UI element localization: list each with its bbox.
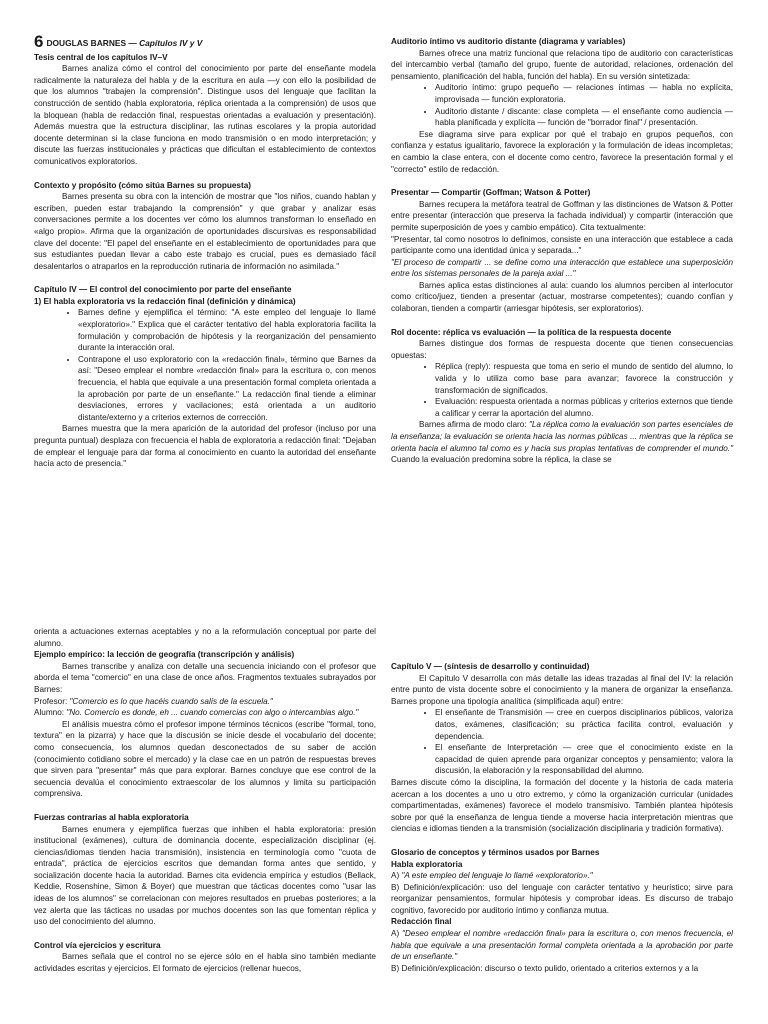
section-title-cap5: Capítulo V — (síntesis de desarrollo y continuidad) [391,662,590,671]
section-title-ejemplo: Ejemplo empírico: la lección de geografía (transcripción y análisis) [34,650,295,660]
paragraph-ejemplo-close: El análisis muestra cómo el profesor impone términos técnicos (escribe "formal, tono, textura" en la pizarra) y hace que la discusión se inicie desde el vocabulario del docente; como consecuencia, los alumnos quedan desconectados de su saber de acción (conocimiento cotidiano sobre el mercado) y la clase cae en un patrón de respuestas breves que sirven para "presentar" más que para explorar. Barnes concluye que ese control de la secuencia devalúa el conocimiento extraescolar de los alumnos y limita su participación comprensiva. [34,719,376,799]
column-left-bottom [34,626,376,975]
page-number: 6 [34,32,44,51]
header-author: DOUGLAS BARNES — [46,38,140,48]
glossary-quote: "A este empleo del lenguaje lo llamé «exploratorio»." [401,871,593,881]
section-title-tesis: Tesis central de los capítulos IV–V [34,52,168,62]
section-title-contexto: Contexto y propósito (cómo sitúa Barnes su propuesta) [34,180,251,190]
list-item: • Contrapone el uso exploratorio con la «redacción final», término que Barnes da así: "Deseo emplear el nombre «redacción final» para la escritura o, con menos frecuencia, el habla que equivale a una presentación formal completa orientada a la aprobación por parte de un enseñante." La redacción final tiende a eliminar desviaciones, errores y vacilaciones; está orientada a un auditorio distante/externo y a criterios externos de corrección. [78,354,376,424]
glossary-label: A) [391,929,402,939]
list-item: • Auditorio distante / discante: clase completa — el enseñante como audiencia — habla planificada y explícita — función de "borrador final" / presentación. [435,106,733,129]
paragraph-auditorio-close: Ese diagrama sirve para explicar por qué el trabajo en grupos pequeños, con confianza y estatus igualitario, favorece la exploración y la formulación de ideas incompletas; en cambio la clase entera, con el docente como centro, favorece la presentación formal y el "correcto" estilo de redacción. [391,129,733,174]
bullet-list-rol [391,361,733,419]
paragraph-contexto: Barnes presenta su obra con la intención de mostrar que "los niños, cuando hablan y escriben, pueden estar trabajando la comprensión" y que grabar y analizar esas conversaciones permite a los docentes ver cómo los alumnos transforman lo enseñado en «algo propio». Afirma que la organización de oportunidades discursivas es responsabilidad clave del docente: "El papel del enseñante en el establecimiento de oportunidades para que sus estudiantes puedan llevar a cabo este trabajo es crucial, pues es demasiado fácil desalentarlos o atraparlos en la reproducción rutinaria de información no asimilada." [34,192,376,271]
paragraph-fuerzas: Barnes enumera y ejemplifica fuerzas que inhiben el habla exploratoria: presión institucional (exámenes), cultura de dominancia docente, especialización disciplinar (ej. ciencias/idiomas tienden hacia transmisión), insistencia en terminología como "cuota de entrada", práctica de ejercicios escritos que demandan forma antes que sentido, y socialización docente hacia la autoridad. Barnes cita evidencia empírica y estudios (Bellack, Keddie, Rosenshine, Simon & Boyer) que muestran que tácticas docentes como "usar las ideas de los alumnos" se correlacionan con mejores resultados en pruebas posteriores; a la vez alerta que las tácticas no usadas por muchos docentes son las que fomentan réplica y uso del conocimiento del alumno. [34,824,376,927]
column-right-top [391,36,733,466]
rol-close-tail: Cuando la evaluación predomina sobre la réplica, la clase se [391,455,612,465]
bullet-list-habla [34,307,376,423]
section-title-cap4: Capítulo IV — El control del conocimiento por parte del enseñante [34,285,292,295]
bullet-list-auditorio [391,82,733,128]
column-right-bottom [391,661,733,974]
glossary-quote-habla [391,870,733,882]
quote-presentar: "Presentar, tal como nosotros lo definimos, consiste en una interacción que establece a cada participante como una identidad única y separada..." [391,234,733,256]
list-item: • Evaluación: respuesta orientada a normas públicas y criterios externos que tiende a calificar y cerrar la aportación del alumno. [435,396,733,419]
list-item: • El enseñante de Transmisión — cree en cuerpos disciplinarios públicos, valoriza datos, exámenes, clasificación; su práctica facilita control, evaluación y dependencia. [435,707,733,742]
page-header [34,32,376,51]
paragraph-tesis: Barnes analiza cómo el control del conocimiento por parte del enseñante modela radicalmente la naturaleza del habla y de la escritura en aula —y con ello la posibilidad de que los alumnos "trabajen la comprensión". Distingue usos del lenguaje que facilitan la construcción de sentido (habla exploratoria, réplica orientada a la comprensión) de usos que la bloquean (habla de redacción final, respuestas orientadas a evaluación y presentación). Además muestra que la estructura disciplinar, las rutinas escolares y la propia autoridad docente determinan si la clase funciona en modo transmisión o en modo interpretación; y discute las fuerzas institucionales y prácticas que dificultan el establecimiento de contextos comunicativos exploratorios. [34,64,376,166]
glossary-quote-redaccion [391,928,733,963]
list-item: • Barnes define y ejemplifica el término: "A este empleo del lenguaje lo llamé «exploratorio»." Explica que el carácter tentativo del habla exploratoria facilita la formulación y comprobación de hipótesis y la reorganización del pensamiento durante la interacción oral. [78,307,376,353]
section-title-presentar: Presentar — Compartir (Goffman; Watson & Potter) [391,188,591,198]
paragraph-continuation: orienta a actuaciones externas aceptables y no a la reformulación conceptual por parte del alumno. [34,627,376,648]
subsection-title-habla: 1) El habla exploratoria vs la redacción final (definición y dinámica) [34,296,296,306]
transcript-profesor [34,696,376,708]
paragraph-rol-close [391,419,733,465]
list-item: • Auditorio íntimo: grupo pequeño — relaciones íntimas — habla no explícita, improvisada — función exploratoria. [435,82,733,105]
list-item: • Réplica (reply): respuesta que toma en serio el mundo de sentido del alumno, lo valida y lo utiliza como base para avanzar; favorece la construcción y transformación de significados. [435,361,733,396]
paragraph-control: Barnes señala que el control no se ejerce sólo en el habla sino también mediante actividades escritas y ejercicios. El formato de ejercicios (rellenar huecos, [34,952,376,974]
section-title-control: Control vía ejercicios y escritura [34,940,161,950]
glossary-label: A) [391,871,402,881]
paragraph-auditorio: Barnes ofrece una matriz funcional que relaciona tipo de auditorio con características del intercambio verbal (tamaño del grupo, fuente de autoridad, relaciones, ordenación del pensamiento, planificación del habla, función del habla). En su versión sintetizada: [391,48,733,81]
paragraph-cap5: El Capítulo V desarrolla con más detalle las ideas trazadas al final del IV: la relación entre punto de vista docente sobre el conocimiento y la manera de organizar la enseñanza. Barnes propone una tipología analítica (simplificada aquí) entre: [391,673,733,706]
paragraph-rol-docente: Barnes distingue dos formas de respuesta docente que tienen consecuencias opuestas: [391,339,733,360]
section-title-auditorio: Auditorio íntimo vs auditorio distante (diagrama y variables) [391,37,626,46]
section-title-rol-docente: Rol docente: réplica vs evaluación — la política de la respuesta docente [391,327,672,337]
speaker-label: Alumno: [34,708,67,718]
transcript-alumno [34,707,376,719]
speaker-line: "No. Comercio es donde, eh ... cuando comercias con algo o intercambias algo." [66,708,359,718]
paragraph-presentar: Barnes recupera la metáfora teatral de Goffman y las distinciones de Watson & Potter entre presentar (interacción que preserva la fachada individual) y compartir (interacción que permite superposición de yoes y cambio empático). Cita textualmente: [391,199,733,232]
paragraph-cap5-close: Barnes discute cómo la disciplina, la formación del docente y la historia de cada materia acercan a los docentes a uno u otro extremo, y cómo la organización curricular (unidades compartimentadas, exámenes) favorece el modelo transmisivo. También plantea hipótesis sobre por qué la enseñanza de lengua tiende a moverse hacia interpretación mientras que ciencias e idiomas tienden a la transmisión (socialización disciplinaria y tradición formativa). [391,777,733,834]
quote-compartir: "El proceso de compartir ... se define como una interacción que establece una superposición entre los sistemas personales de la pareja axial ..." [391,257,733,279]
speaker-label: Profesor: [34,696,70,706]
bullet-list-cap5 [391,707,733,777]
section-title-glosario: Glosario de conceptos y términos usados por Barnes [391,847,600,857]
glossary-quote: "Deseo emplear el nombre «redacción final» para la escritura o, con menos frecuencia, el habla que equivale a una presentación formal completa orientada a la aprobación por parte de un enseñante." [391,929,733,962]
column-left-top [34,32,377,470]
section-title-fuerzas: Fuerzas contrarias al habla exploratoria [34,812,189,822]
list-item: • El enseñante de Interpretación — cree que el conocimiento existe en la capacidad de quien aprende para organizar conceptos y pensamiento; valora la discusión, la elaboración y la responsabilidad del alumno. [435,742,733,777]
glossary-def-habla: B) Definición/explicación: uso del lenguaje con carácter tentativo y heurístico; sirve para reorganizar pensamientos, formular hipótesis y comprobar ideas. Es discurso de trabajo cognitivo, favorecido por auditorio íntimo y confianza mutua. [391,882,733,915]
glossary-def-redaccion: B) Definición/explicación: discurso o texto pulido, orientado a criterios externos y a la [391,963,699,973]
paragraph-presentar-close: Barnes aplica estas distinciones al aula: cuando los alumnos perciben al interlocutor como crítico/juez, tienden a presentar (actuar, mostrarse competentes); cuando confían y colaboran, tienden a compartir (arriesgar hipótesis, ser exploratorios). [391,280,733,314]
paragraph-cap4-close: Barnes muestra que la mera aparición de la autoridad del profesor (incluso por una pregunta puntual) desplaza con frecuencia el habla de exploratoria a redacción final: "Dejaban de emplear el lenguaje para dar forma al conocimiento en cuanto la autoridad del enseñante hacía acto de presencia." [34,424,377,469]
speaker-line: "Comercio es lo que hacéis cuando salís de la escuela." [69,696,273,706]
glossary-term-habla: Habla exploratoria [391,859,463,869]
rol-close-lead: Barnes afirma de modo claro: [419,420,529,430]
rol-close-quote: "La réplica como la evaluación son partes esenciales de la enseñanza; la evaluación se orienta hacia las normas públicas ... mientras que la réplica se orienta hacia el alumno tal como es y hacia sus propias tentativas de comprender el mundo." [391,420,734,453]
glossary-term-redaccion: Redacción final [391,917,452,927]
header-chapters: Capítulos IV y V [139,38,203,48]
paragraph-ejemplo: Barnes transcribe y analiza con detalle una secuencia iniciando con el profesor que aborda el tema "comercio" en una clase de once años. Fragmentos textuales subrayados por Barnes: [34,661,376,694]
